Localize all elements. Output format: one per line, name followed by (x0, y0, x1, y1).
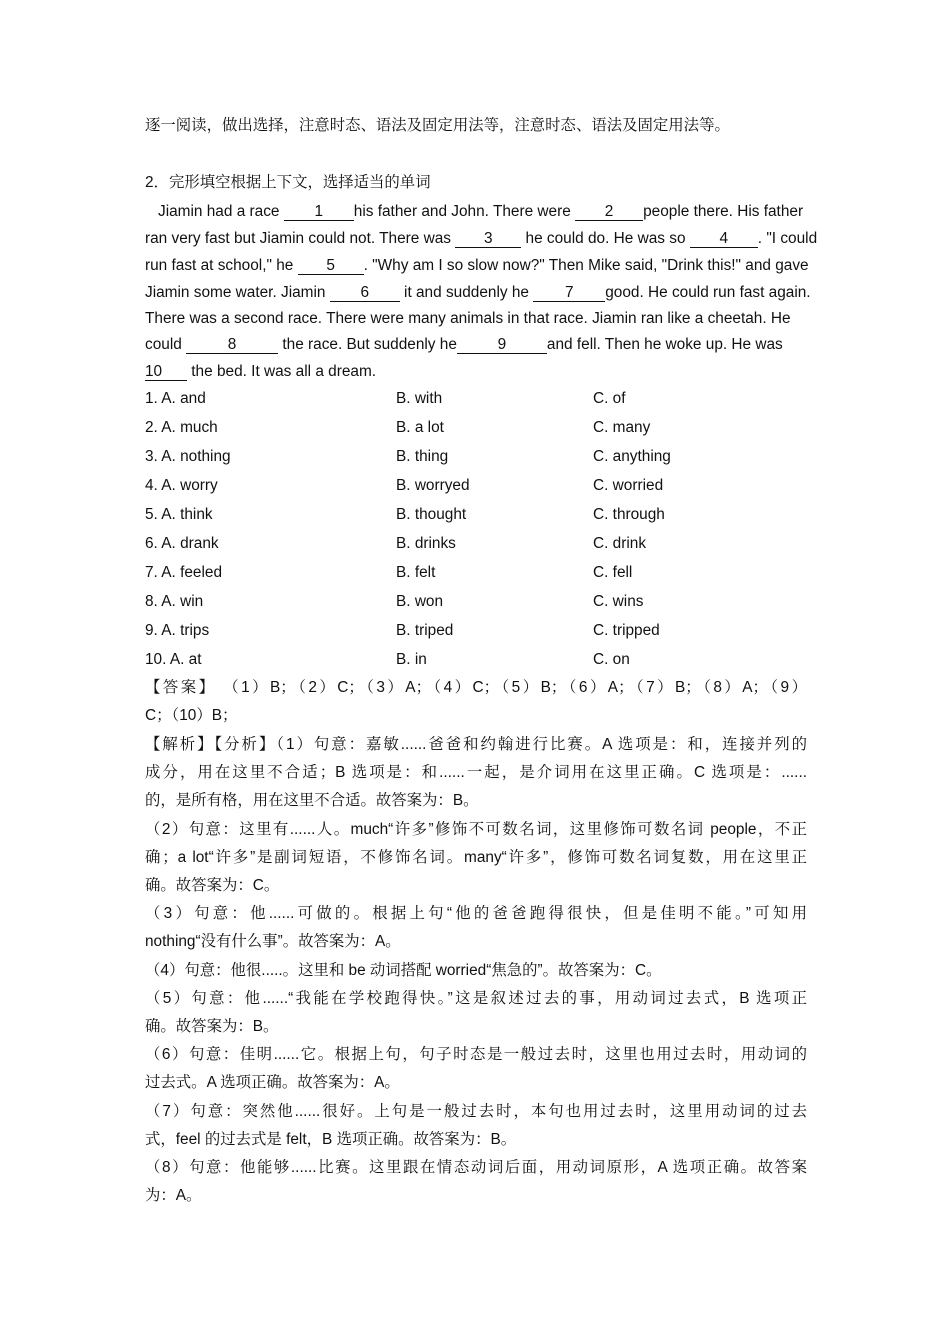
blank-9: 9 (457, 336, 547, 354)
analysis-line: 确。故答案为：B。 (145, 1018, 279, 1035)
option-b: B. a lot (396, 419, 444, 436)
passage-line-1: Jiamin had a race 1 his father and John. There were 2 people there. His father (158, 203, 804, 220)
option-row (145, 592, 815, 612)
passage-line-6: could 8 the race. But suddenly he 9 and fell. Then he woke up. He was (145, 336, 783, 353)
top-note: 逐一阅读，做出选择，注意时态、语法及固定用法等，注意时态、语法及固定用法等。 (145, 117, 730, 134)
option-c: C. of (593, 390, 626, 407)
blank-3: 3 (455, 230, 521, 248)
option-a: 7. A. feeled (145, 564, 223, 581)
analysis-line: 成分，用在这里不合适；B 选项是：和......一起，是介词用在这里正确。C 选项是：...... (145, 764, 807, 781)
analysis-line: 式，feel 的过去式是 felt，B 选项正确。故答案为：B。 (145, 1131, 517, 1148)
option-c: C. worried (593, 477, 664, 494)
passage-line-2: ran very fast but Jiamin could not. There was 3 he could do. He was so 4 . "I could (145, 230, 818, 247)
option-b: B. thing (396, 448, 449, 465)
option-a: 3. A. nothing (145, 448, 231, 465)
answer-line: 【答案】 （1）B；（2）C；（3）A；（4）C；（5）B；（6）A；（7）B；（8）A；（9） (145, 679, 807, 696)
blank-5: 5 (298, 257, 364, 275)
option-row (145, 418, 815, 438)
option-c: C. fell (593, 564, 633, 581)
option-row (145, 389, 815, 409)
option-b: B. triped (396, 622, 454, 639)
option-b: B. thought (396, 506, 467, 523)
analysis-line: 【解析】【分析】（1）句意：嘉敏......爸爸和约翰进行比赛。A 选项是：和，连接并列的 (145, 736, 807, 753)
option-row (145, 505, 815, 525)
option-c: C. tripped (593, 622, 660, 639)
option-a: 2. A. much (145, 419, 218, 436)
option-c: C. on (593, 651, 630, 668)
option-row (145, 650, 815, 670)
option-c: C. through (593, 506, 665, 523)
analysis-line: （5）句意：他......“我能在学校跑得快。”这是叙述过去的事，用动词过去式，B 选项正 (145, 990, 807, 1007)
option-a: 5. A. think (145, 506, 213, 523)
option-row (145, 476, 815, 496)
option-row (145, 621, 815, 641)
analysis-line: （7）句意：突然他......很好。上句是一般过去时，本句也用过去时，这里用动词的过去 (145, 1103, 807, 1120)
analysis-line: nothing“没有什么事”。故答案为：A。 (145, 933, 401, 950)
blank-4: 4 (690, 230, 758, 248)
analysis-line: 的，是所有格，用在这里不合适。故答案为：B。 (145, 792, 479, 809)
option-c: C. anything (593, 448, 671, 465)
analysis-line: 确；a lot“许多”是副词短语，不修饰名词。many“许多”，修饰可数名词复数，用在这里正 (145, 849, 807, 866)
option-a: 1. A. and (145, 390, 206, 407)
analysis-line: （8）句意：他能够......比赛。这里跟在情态动词后面，用动词原形，A 选项正确。故答案 (145, 1159, 807, 1176)
blank-10: 10 (145, 363, 187, 381)
option-b: B. drinks (396, 535, 456, 552)
option-b: B. worryed (396, 477, 470, 494)
analysis-line: （4）句意：他很.....。这里和 be 动词搭配 worried“焦急的”。故答案为：C。 (145, 962, 662, 979)
option-a: 8. A. win (145, 593, 204, 610)
option-b: B. won (396, 593, 444, 610)
option-a: 6. A. drank (145, 535, 219, 552)
analysis-line: （2）句意：这里有......人。much“许多”修饰不可数名词，这里修饰可数名词 people，不正 (145, 821, 807, 838)
blank-1: 1 (284, 203, 354, 221)
analysis-line: （3）句意：他......可做的。根据上句“他的爸爸跑得很快，但是佳明不能。”可知用 (145, 905, 807, 922)
blank-8: 8 (186, 336, 278, 354)
analysis-line: 过去式。A 选项正确。故答案为：A。 (145, 1074, 400, 1091)
option-b: B. felt (396, 564, 436, 581)
analysis-line: 确。故答案为：C。 (145, 877, 280, 894)
option-c: C. many (593, 419, 651, 436)
analysis-line: 为：A。 (145, 1187, 202, 1204)
answer-line: C；（10）B； (145, 707, 238, 724)
option-a: 4. A. worry (145, 477, 218, 494)
passage-line-5: There was a second race. There were many animals in that race. Jiamin ran like a cheetah. He (145, 310, 791, 327)
question-heading: 2．完形填空根据上下文，选择适当的单词 (145, 174, 431, 191)
option-b: B. with (396, 390, 443, 407)
blank-7: 7 (533, 284, 605, 302)
passage-line-4: Jiamin some water. Jiamin 6 it and suddenly he 7 good. He could run fast again. (145, 284, 811, 301)
option-b: B. in (396, 651, 427, 668)
option-c: C. wins (593, 593, 644, 610)
option-a: 10. A. at (145, 651, 202, 668)
option-a: 9. A. trips (145, 622, 210, 639)
blank-6: 6 (330, 284, 400, 302)
analysis-line: （6）句意：佳明......它。根据上句，句子时态是一般过去时，这里也用过去时，用动词的 (145, 1046, 807, 1063)
passage-line-7: 10 the bed. It was all a dream. (145, 363, 377, 380)
passage-line-3: run fast at school," he 5 . "Why am I so slow now?" Then Mike said, "Drink this!" and gave (145, 257, 809, 274)
option-row (145, 563, 815, 583)
option-row (145, 447, 815, 467)
option-c: C. drink (593, 535, 647, 552)
blank-2: 2 (575, 203, 643, 221)
option-row (145, 534, 815, 554)
